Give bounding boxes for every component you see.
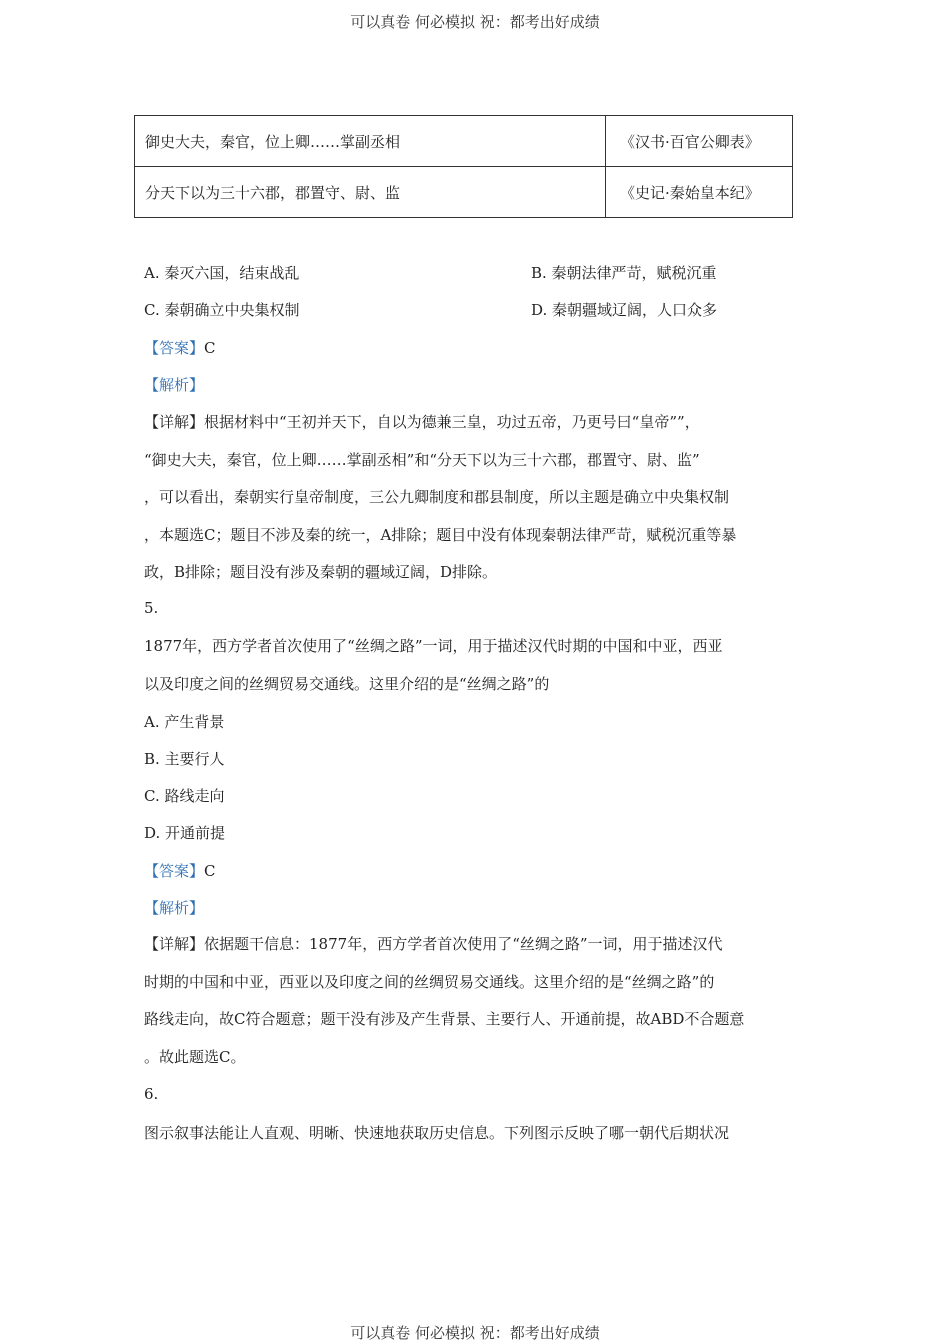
detail-label: 【详解】: [144, 935, 205, 953]
table-cell-text: 分天下以为三十六郡，郡置守、尉、监: [135, 167, 606, 218]
detail-line: [144, 926, 799, 964]
answer-value: C: [204, 862, 216, 880]
detail-text: 依据题干信息：1877年，西方学者首次使用了“丝绸之路”一词，用于描述汉代: [204, 935, 723, 953]
q4-option-d: D. 秦朝疆域辽阔，人口众多: [531, 301, 718, 319]
q4-option-c: C. 秦朝确立中央集权制: [144, 301, 300, 319]
detail-line: “御史大夫，秦官，位上卿……掌副丞相”和“分天下以为三十六郡，郡置守、尉、监”: [144, 450, 700, 469]
q5-stem: [144, 628, 799, 703]
detail-line: ，本题选C；题目不涉及秦的统一，A排除；题目中没有体现秦朝法律严苛，赋税沉重等暴: [144, 525, 737, 544]
answer-label: 【答案】: [144, 862, 205, 880]
q4-option-a: A. 秦灭六国，结束战乱: [144, 264, 300, 282]
q5-option-c: C. 路线走向: [144, 787, 225, 805]
q5-option-d: D. 开通前提: [144, 824, 226, 842]
q5-number: 5.: [144, 599, 159, 617]
q5-analysis-label: [144, 897, 204, 918]
q4-answer: [144, 337, 216, 358]
q6-number: 6.: [144, 1085, 159, 1103]
table-row: [135, 116, 793, 167]
table-cell-source: 《史记·秦始皇本纪》: [606, 167, 793, 218]
analysis-label: 【解析】: [144, 376, 205, 394]
q5-option-a: A. 产生背景: [144, 713, 225, 731]
q5-option-b: B. 主要行人: [144, 750, 225, 768]
detail-line: ，可以看出，秦朝实行皇帝制度，三公九卿制度和郡县制度，所以主题是确立中央集权制: [144, 488, 730, 506]
detail-line: 时期的中国和中亚，西亚以及印度之间的丝绸贸易交通线。这里介绍的是“丝绸之路”的: [144, 972, 715, 991]
answer-label: 【答案】: [144, 339, 205, 357]
detail-line: 。故此题选C。: [144, 1047, 246, 1066]
detail-label: 【详解】: [144, 413, 205, 431]
table-row: [135, 167, 793, 218]
q6-stem: 图示叙事法能让人直观、明晰、快速地获取历史信息。下列图示反映了哪一朝代后期状况: [144, 1124, 730, 1142]
q4-option-b: B. 秦朝法律严苛，赋税沉重: [531, 264, 717, 282]
detail-line: [144, 404, 799, 442]
page-header: 可以真卷 何必模拟 祝：都考出好成绩: [350, 13, 600, 31]
q5-answer: [144, 860, 216, 881]
answer-value: C: [204, 339, 216, 357]
stem-line: 以及印度之间的丝绸贸易交通线。这里介绍的是“丝绸之路”的: [144, 674, 550, 693]
q4-detail: [144, 404, 799, 592]
page-footer: 可以真卷 何必模拟 祝：都考出好成绩: [350, 1324, 600, 1342]
source-table: [134, 115, 793, 218]
stem-line: 1877年，西方学者首次使用了“丝绸之路”一词，用于描述汉代时期的中国和中亚，西亚: [144, 637, 723, 655]
table-cell-source: 《汉书·百官公卿表》: [606, 116, 793, 167]
q4-analysis-label: [144, 374, 204, 395]
q5-detail: [144, 926, 799, 1076]
detail-text: 根据材料中“王初并天下，自以为德兼三皇，功过五帝，乃更号曰“皇帝””，: [204, 413, 700, 431]
detail-line: 政，B排除；题目没有涉及秦朝的疆域辽阔，D排除。: [144, 563, 498, 581]
detail-line: 路线走向，故C符合题意；题干没有涉及产生背景、主要行人、开通前提，故ABD不合题意: [144, 1010, 745, 1028]
analysis-label: 【解析】: [144, 899, 205, 917]
table-cell-text: 御史大夫，秦官，位上卿……掌副丞相: [135, 116, 606, 167]
